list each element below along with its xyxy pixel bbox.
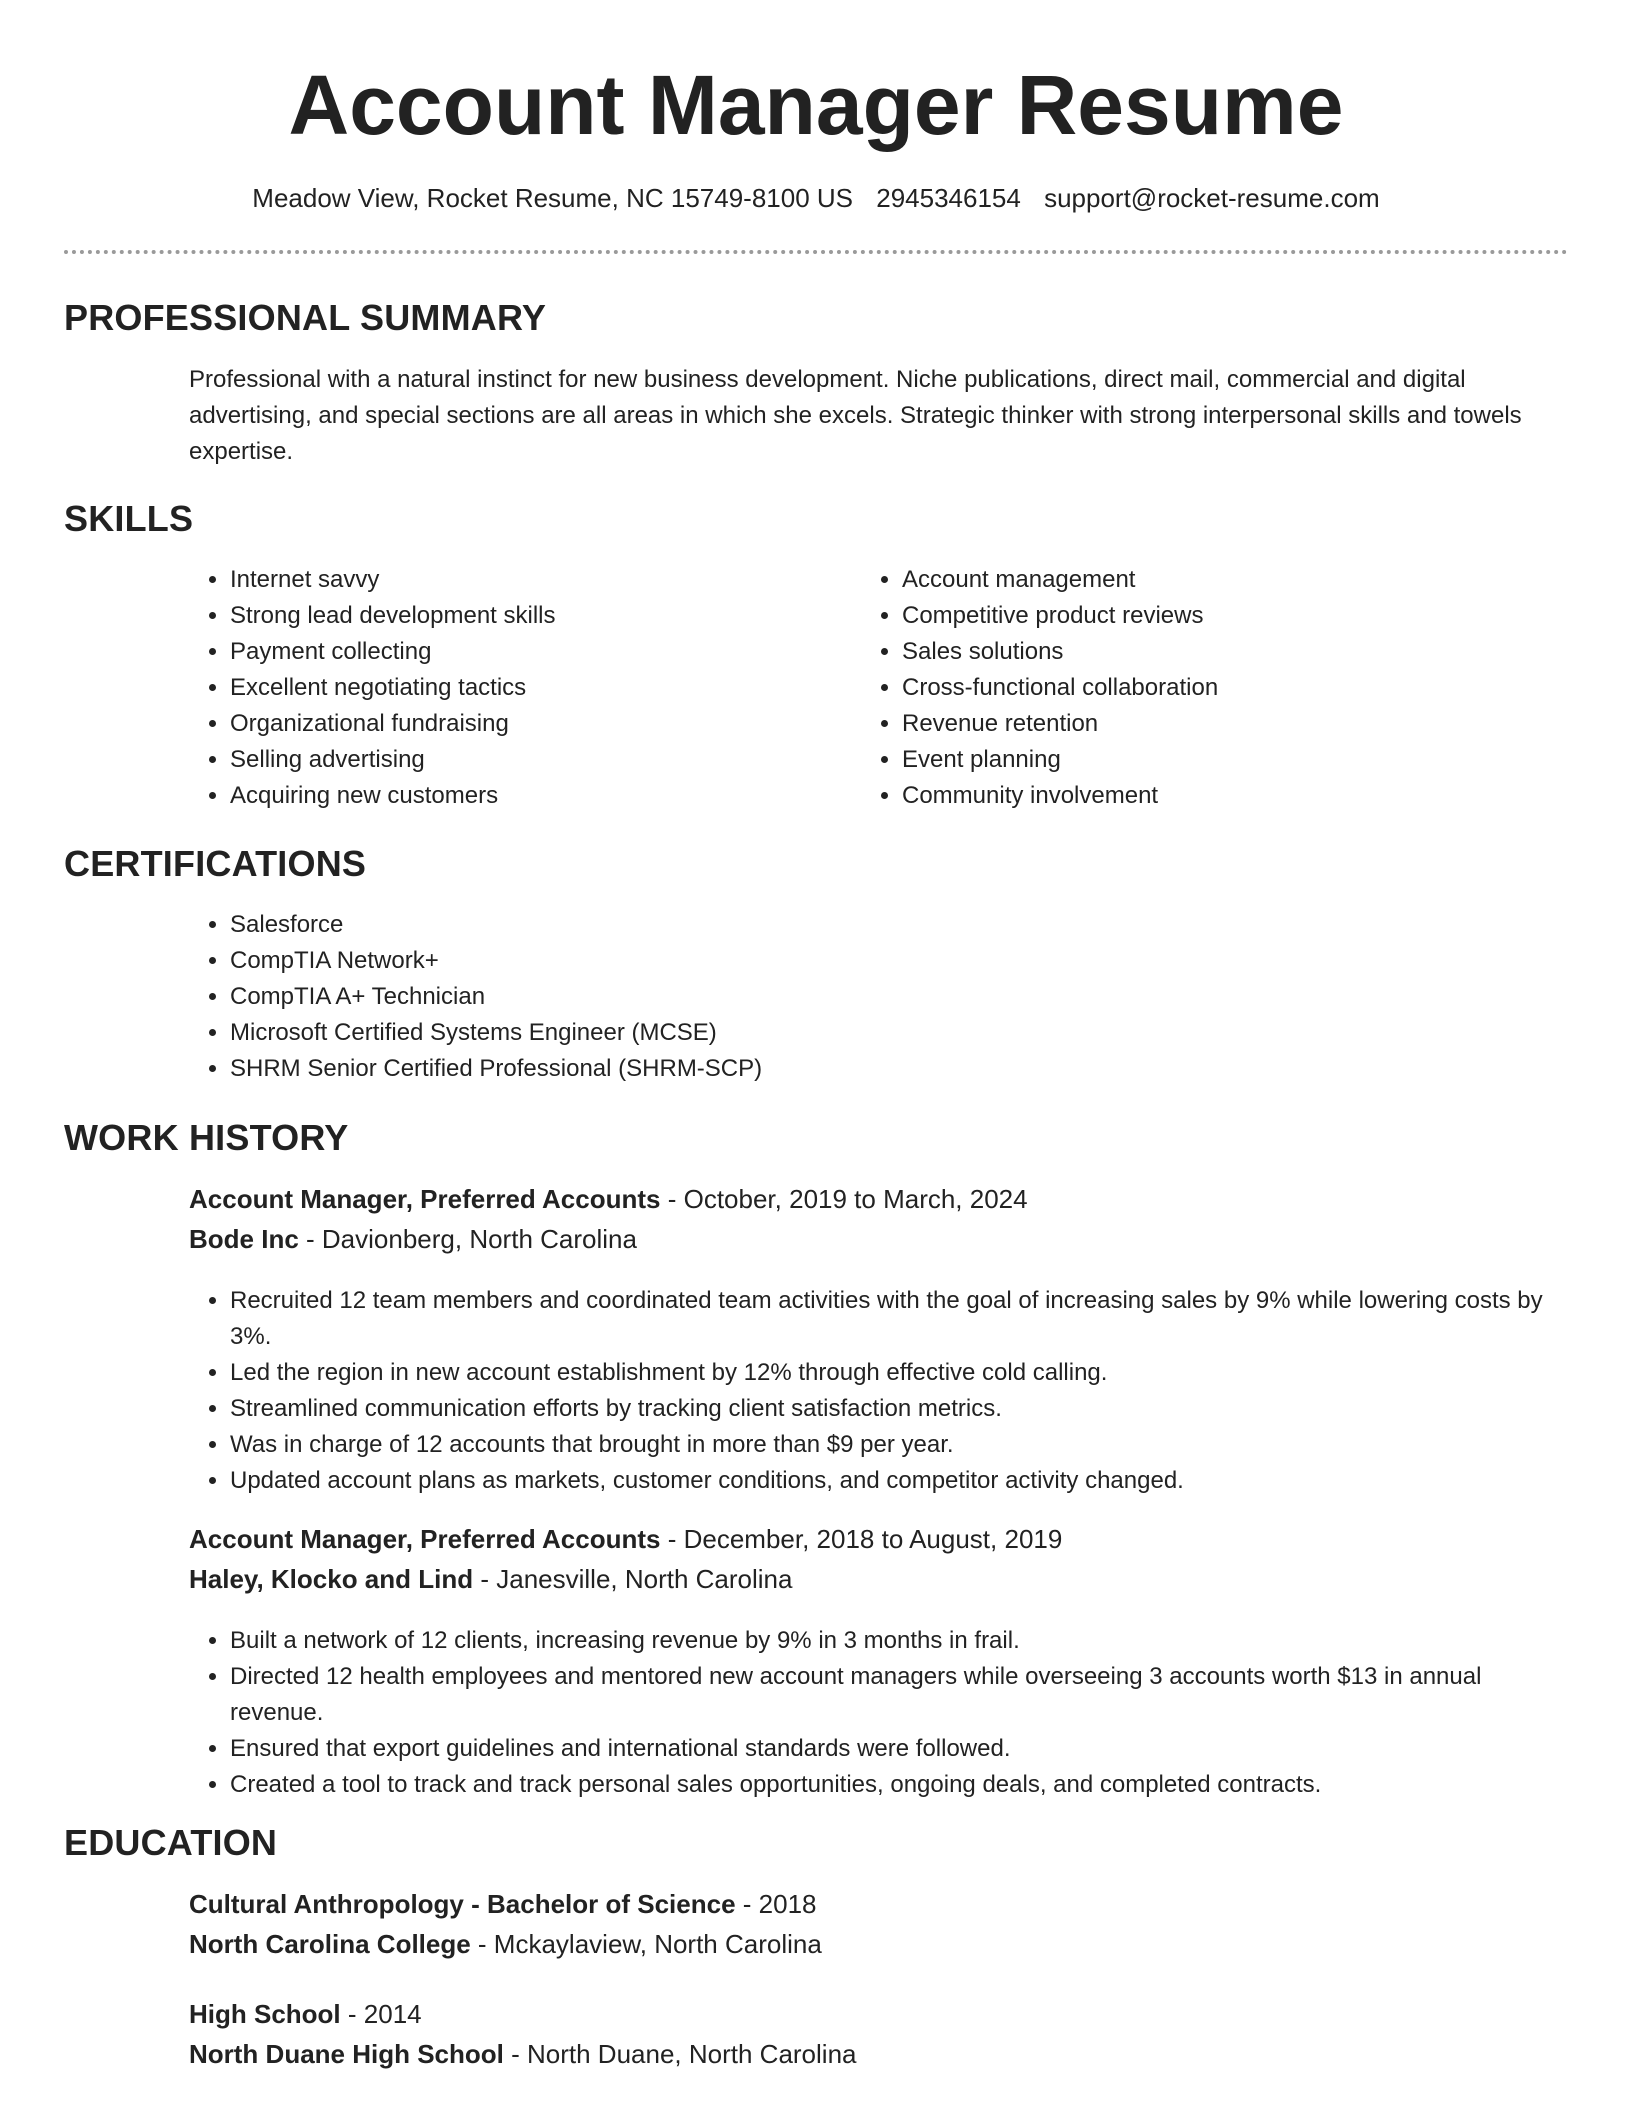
education-year: - 2018 <box>735 1889 817 1919</box>
summary-heading: PROFESSIONAL SUMMARY <box>64 297 547 338</box>
list-item: • Built a network of 12 clients, increasing revenue by 9% in 3 months in frail. <box>230 1623 1556 1659</box>
job-company: Bode Inc <box>189 1224 299 1254</box>
list-item: • Salesforce <box>230 907 1486 943</box>
list-item: • Event planning <box>902 742 1498 778</box>
list-item: • CompTIA A+ Technician <box>230 979 1486 1015</box>
job-bullets <box>186 1283 1576 1499</box>
list-item: • Competitive product reviews <box>902 598 1498 634</box>
skills-right-column <box>858 562 1498 814</box>
education-school-line <box>189 2034 1569 2074</box>
job-location: - Janesville, North Carolina <box>473 1564 793 1594</box>
list-item: • Was in charge of 12 accounts that brought in more than $9 per year. <box>230 1427 1576 1463</box>
education-heading: EDUCATION <box>64 1822 278 1863</box>
list-item: • Payment collecting <box>230 634 826 670</box>
certifications-list-wrap <box>186 907 1486 1087</box>
list-item: • Cross-functional collaboration <box>902 670 1498 706</box>
education-entry <box>189 1884 1569 1964</box>
list-item: • Internet savvy <box>230 562 826 598</box>
list-item: • Account management <box>902 562 1498 598</box>
work-heading: WORK HISTORY <box>64 1117 349 1158</box>
list-item: • Selling advertising <box>230 742 826 778</box>
education-location: - North Duane, North Carolina <box>503 2039 857 2069</box>
skills-heading: SKILLS <box>64 498 194 539</box>
list-item: • Updated account plans as markets, customer conditions, and competitor activity changed. <box>230 1463 1576 1499</box>
job-bullets-wrap <box>186 1623 1556 1803</box>
job-entry <box>189 1519 1569 1599</box>
education-degree-line <box>189 1884 1569 1924</box>
job-title-line <box>189 1179 1569 1219</box>
skills-left-column <box>186 562 826 814</box>
list-item: • Revenue retention <box>902 706 1498 742</box>
job-company-line <box>189 1219 1569 1259</box>
education-entry <box>189 1994 1569 2074</box>
job-title: Account Manager, Preferred Accounts <box>189 1184 661 1214</box>
education-section <box>64 1821 1568 1865</box>
education-degree: High School <box>189 1999 341 2029</box>
contact-phone: 2945346154 <box>876 183 1021 213</box>
contact-address: Meadow View, Rocket Resume, NC 15749-8100 US <box>252 183 853 213</box>
job-dates: - December, 2018 to August, 2019 <box>660 1524 1063 1554</box>
skills-right-list <box>858 562 1498 814</box>
job-company-line <box>189 1559 1569 1599</box>
certifications-list <box>186 907 1486 1087</box>
education-school: North Duane High School <box>189 2039 504 2069</box>
resume-title: Account Manager Resume <box>288 58 1344 152</box>
work-section <box>64 1116 1568 1160</box>
education-location: - Mckaylaview, North Carolina <box>470 1929 822 1959</box>
list-item: • Ensured that export guidelines and international standards were followed. <box>230 1731 1556 1767</box>
job-bullets-wrap <box>186 1283 1576 1499</box>
education-school: North Carolina College <box>189 1929 471 1959</box>
list-item: • Organizational fundraising <box>230 706 826 742</box>
list-item: • Led the region in new account establishment by 12% through effective cold calling. <box>230 1355 1576 1391</box>
summary-section <box>64 296 1568 340</box>
job-title-line <box>189 1519 1569 1559</box>
certifications-heading: CERTIFICATIONS <box>64 843 367 884</box>
contact-line <box>0 180 1632 216</box>
job-location: - Davionberg, North Carolina <box>298 1224 637 1254</box>
education-degree: Cultural Anthropology - Bachelor of Science <box>189 1889 736 1919</box>
contact-email[interactable]: support@rocket-resume.com <box>1044 183 1380 213</box>
list-item: • Strong lead development skills <box>230 598 826 634</box>
education-degree-line <box>189 1994 1569 2034</box>
summary-text: Professional with a natural instinct for new business development. Niche publications, direct mail, commercial and digital advertising, and special sections are all areas in which she excels. Strategic thinker with strong interpersonal skills and towels expertise. <box>189 366 1522 465</box>
list-item: • Sales solutions <box>902 634 1498 670</box>
job-entry <box>189 1179 1569 1259</box>
header-divider <box>64 250 1568 254</box>
job-dates: - October, 2019 to March, 2024 <box>660 1184 1028 1214</box>
list-item: • Community involvement <box>902 778 1498 814</box>
list-item: • Acquiring new customers <box>230 778 826 814</box>
list-item: • Recruited 12 team members and coordinated team activities with the goal of increasing sales by 9% while lowering costs by 3%. <box>230 1283 1576 1355</box>
job-title: Account Manager, Preferred Accounts <box>189 1524 661 1554</box>
list-item: • SHRM Senior Certified Professional (SHRM-SCP) <box>230 1051 1486 1087</box>
skills-left-list <box>186 562 826 814</box>
education-school-line <box>189 1924 1569 1964</box>
list-item: • Created a tool to track and track personal sales opportunities, ongoing deals, and completed contracts. <box>230 1767 1556 1803</box>
list-item: • CompTIA Network+ <box>230 943 1486 979</box>
job-company: Haley, Klocko and Lind <box>189 1564 474 1594</box>
list-item: • Streamlined communication efforts by tracking client satisfaction metrics. <box>230 1391 1576 1427</box>
education-year: - 2014 <box>340 1999 422 2029</box>
list-item: • Directed 12 health employees and mentored new account managers while overseeing 3 accounts worth $13 in annual revenue. <box>230 1659 1556 1731</box>
skills-section <box>64 497 1568 541</box>
list-item: • Microsoft Certified Systems Engineer (MCSE) <box>230 1015 1486 1051</box>
certifications-section <box>64 842 1568 886</box>
list-item: • Excellent negotiating tactics <box>230 670 826 706</box>
job-bullets <box>186 1623 1556 1803</box>
